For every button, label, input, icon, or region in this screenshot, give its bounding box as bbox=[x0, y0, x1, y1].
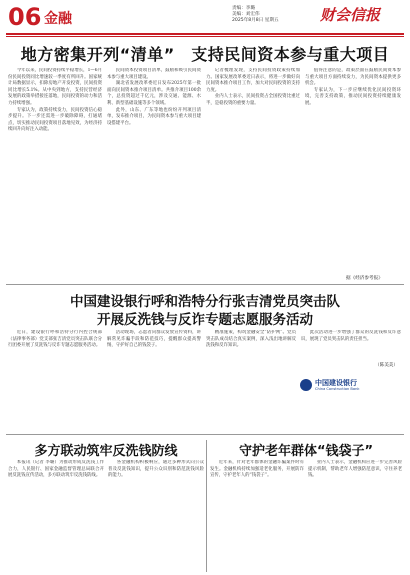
paragraph: 今年以来，民间投资持续平稳增长，1—6月份民间投资同比增速较一季度有所回升。国家统计局数据显示，扣除房地产开发投资，民间投资同比增长5.1%。从中央到地方，支持民营经济发展的政策举措接连落地，民间投资的动力和活力持续增强。 bbox=[8, 68, 102, 106]
editor-credit: 责编：李璐 bbox=[232, 6, 255, 11]
designer-credit: 美编：刘宏伟 bbox=[232, 12, 260, 17]
masthead-meta bbox=[232, 6, 292, 24]
article4-column-2 bbox=[308, 460, 402, 572]
section-title: 金融 bbox=[44, 11, 72, 27]
article2-headline-line2: 开展反洗钱与反诈专题志愿服务活动 bbox=[97, 312, 313, 328]
paragraph: 此次活动进一步增强了群众的反洗钱和反诈意识，展现了党员突击队的责任担当。 bbox=[301, 330, 401, 342]
article1-headline: 地方密集开列“清单” 支持民间资本参与重大项目 bbox=[20, 45, 390, 64]
paragraph: 近年来，针对老年群体的金融诈骗案件时有发生。金融机构持续加强适老化服务，开展防诈宣传，守护老年人的“钱袋子”。 bbox=[210, 460, 304, 479]
article4-headline: 守护老年群体“钱袋子” bbox=[238, 444, 374, 459]
article2-column-2 bbox=[107, 330, 201, 430]
paragraph: 此外，山东、广东等地也纷纷开列项目清单，发布推介项目，为民间资本参与重大项目建设搭建平台。 bbox=[107, 107, 201, 126]
paragraph: 近日，建设银行呼和浩特分行内控合规部（法律事务部）党支部张吉清党员突击队联合分行团委开展了反洗钱与反诈专题志愿服务活动。 bbox=[8, 330, 102, 349]
article3-headline: 多方联动筑牢反洗钱防线 bbox=[34, 444, 178, 459]
bank-name-en: China Construction Bank bbox=[315, 387, 360, 391]
column-divider bbox=[206, 440, 207, 572]
paragraph: 专家认为，政策持续发力，民间投资信心稳步提升。下一步还需进一步破除障碍，打通堵点，切实推动民间投资项目落地见效，为经济持续回升向好注入动能。 bbox=[8, 107, 102, 133]
paragraph: 活动现场，志愿者向群众发放宣传资料，讲解常见诈骗手段和防范技巧，提醒群众提高警惕，守护好自己的钱袋子。 bbox=[107, 330, 201, 349]
newspaper-logo: 财会信报 bbox=[320, 6, 381, 24]
paragraph: 专家认为，下一步应继续优化民间投资环境，完善支持政策，推动民间投资持续健康发展。 bbox=[305, 87, 401, 106]
paragraph: 业内人士表示，金融机构应进一步完善风险提示机制，帮助老年人增强防范意识，守住养老钱。 bbox=[308, 460, 402, 479]
bank-name-cn: 中国建设银行 bbox=[315, 379, 357, 387]
article1-column-3 bbox=[206, 68, 300, 268]
article1-column-2 bbox=[107, 68, 201, 268]
issue-date: 2025年8月8日 星期五 bbox=[232, 18, 279, 23]
article2-headline-line1: 中国建设银行呼和浩特分行张吉清党员突击队 bbox=[70, 294, 340, 310]
article1-credit: 据《经济参考报》 bbox=[346, 276, 383, 281]
paragraph: 民间资本投资项目清单，鼓励和吸引民间资本参与重大项目建设。 bbox=[107, 68, 201, 80]
paragraph: 湖北省发展改革委近日发布2025年第一批面向民间资本推介项目清单。共推介项目100余个，总投资超过千亿元，涉及交通、能源、水利、新型基础设施等多个领域。 bbox=[107, 81, 201, 106]
paragraph: 业内人士表示，民间投资占全国投资比重过半，是稳投资的重要力量。 bbox=[206, 94, 300, 106]
article1-column-4 bbox=[305, 68, 401, 268]
page-number: 06 bbox=[8, 3, 42, 31]
article3-column-2 bbox=[108, 460, 204, 572]
paragraph: 本报讯（记者 李璐）为推动形成反洗钱工作合力，人民银行、国家金融监督管理总局联合开展反洗钱宣传活动，多方联动筑牢反洗钱防线。 bbox=[8, 460, 104, 479]
paragraph: 记者梳理发现，支持民间投资政策持续加力。国家发展改革委近日表示，将进一步做好向民间资本推介项目工作，加大对民间投资的支持力度。 bbox=[206, 68, 300, 93]
article4-column-1 bbox=[210, 460, 304, 572]
header-rule-thin bbox=[6, 36, 404, 37]
bank-logo bbox=[300, 378, 400, 392]
bank-emblem-icon bbox=[300, 379, 312, 391]
article2-column-1 bbox=[8, 330, 102, 430]
article2-credit: （陈美美） bbox=[375, 363, 398, 368]
article1-column-1 bbox=[8, 68, 102, 268]
article2-column-3 bbox=[206, 330, 296, 430]
paragraph: 值得注意的是，政策层面在鼓励民间资本参与重大项目方面持续发力，为民间资本提供更多机会。 bbox=[305, 68, 401, 87]
section-divider bbox=[6, 284, 404, 285]
paragraph: 精准施策，构筑金融安全“防护网”。党员突击队成员结合真实案例，深入浅出地讲解反洗钱和反诈知识。 bbox=[206, 330, 296, 349]
article2-column-4 bbox=[301, 330, 401, 346]
paragraph: 各金融机构积极响应，通过多种形式向公众普及反洗钱知识，提升公众识别和防范洗钱风险的能力。 bbox=[108, 460, 204, 479]
header-rule bbox=[6, 33, 404, 35]
article3-column-1 bbox=[8, 460, 104, 572]
section-divider bbox=[6, 434, 404, 435]
